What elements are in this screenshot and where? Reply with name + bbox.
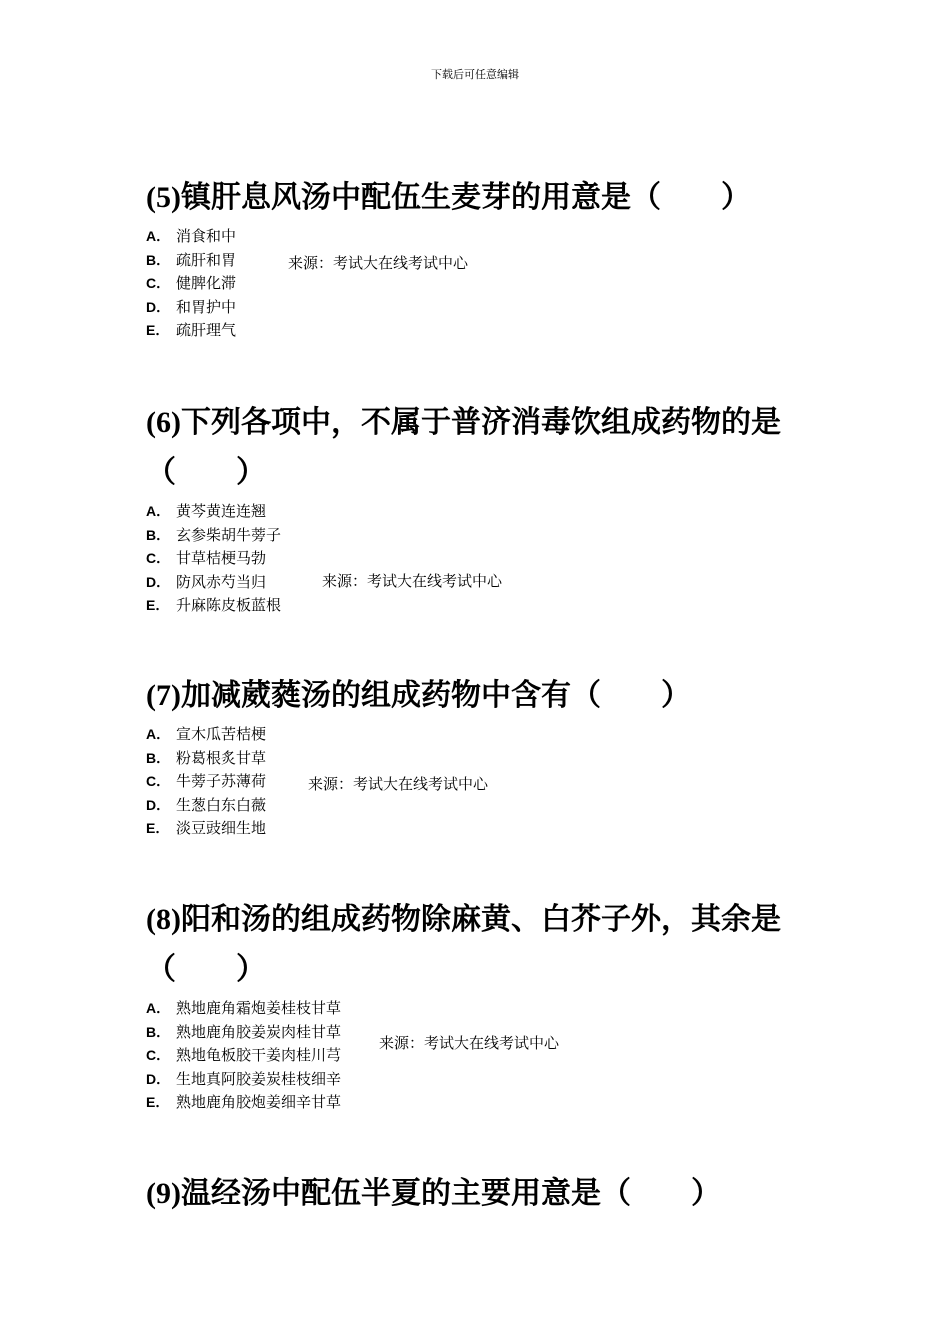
page-header: 下载后可任意编辑 bbox=[431, 68, 519, 81]
question-5 bbox=[146, 173, 826, 343]
option-b: B． 玄参柴胡牛蒡子 bbox=[146, 525, 282, 544]
option-a: A． 熟地鹿角霜炮姜桂枝甘草 bbox=[146, 999, 342, 1017]
option-b: B． 熟地鹿角胶姜炭肉桂甘草 bbox=[146, 1022, 342, 1041]
question-text: 温经汤中配伍半夏的主要用意是（ ） bbox=[180, 1177, 721, 1210]
question-text: 镇肝息风汤中配伍生麦芽的用意是（ ） bbox=[180, 181, 751, 214]
question-title bbox=[146, 398, 826, 498]
question-title bbox=[146, 895, 826, 995]
question-number: (9) bbox=[146, 1177, 181, 1210]
option-b: B． 疏肝和胃 bbox=[146, 250, 237, 269]
option-list bbox=[146, 723, 826, 841]
question-number: (7) bbox=[146, 679, 181, 712]
source-note: 来源：考试大在线考试中心 bbox=[288, 254, 469, 272]
question-text: 加减葳蕤汤的组成药物中含有（ ） bbox=[180, 679, 691, 712]
question-number: (6) bbox=[146, 406, 181, 439]
option-c: C． 熟地龟板胶干姜肉桂川芎 bbox=[146, 1046, 342, 1064]
option-c: C． 甘草桔梗马勃 bbox=[146, 549, 267, 567]
source-note: 来源：考试大在线考试中心 bbox=[308, 775, 489, 793]
option-b: B． 粉葛根炙甘草 bbox=[146, 748, 267, 767]
option-e: E． 升麻陈皮板蓝根 bbox=[146, 596, 282, 614]
option-e: E． 疏肝理气 bbox=[146, 321, 237, 339]
option-list bbox=[146, 500, 826, 618]
option-c: C． 牛蒡子苏薄荷 bbox=[146, 772, 267, 790]
question-number: (8) bbox=[146, 903, 181, 936]
question-text: 下列各项中，不属于普济消毒饮组成药物的是（ ） bbox=[146, 406, 781, 489]
question-8 bbox=[146, 895, 826, 1115]
source-note: 来源：考试大在线考试中心 bbox=[379, 1034, 560, 1052]
option-c: C． 健脾化滞 bbox=[146, 274, 237, 292]
option-list bbox=[146, 225, 826, 343]
question-text: 阳和汤的组成药物除麻黄、白芥子外，其余是（ ） bbox=[146, 903, 781, 986]
option-a: A． 宣木瓜苦桔梗 bbox=[146, 725, 267, 743]
question-title bbox=[146, 173, 826, 223]
option-e: E． 熟地鹿角胶炮姜细辛甘草 bbox=[146, 1093, 342, 1111]
option-e: E． 淡豆豉细生地 bbox=[146, 819, 267, 837]
source-note: 来源：考试大在线考试中心 bbox=[322, 572, 503, 590]
option-d: D． 生葱白东白薇 bbox=[146, 795, 267, 814]
question-6 bbox=[146, 398, 826, 618]
option-d: D． 防风赤芍当归 bbox=[146, 572, 267, 591]
option-d: D． 和胃护中 bbox=[146, 297, 237, 316]
option-a: A． 黄芩黄连连翘 bbox=[146, 502, 267, 520]
question-title bbox=[146, 1169, 826, 1219]
question-title bbox=[146, 671, 826, 721]
question-number: (5) bbox=[146, 181, 181, 214]
option-d: D． 生地真阿胶姜炭桂枝细辛 bbox=[146, 1069, 342, 1088]
option-list bbox=[146, 997, 826, 1115]
question-9 bbox=[146, 1169, 826, 1219]
question-7 bbox=[146, 671, 826, 841]
option-a: A． 消食和中 bbox=[146, 227, 237, 245]
